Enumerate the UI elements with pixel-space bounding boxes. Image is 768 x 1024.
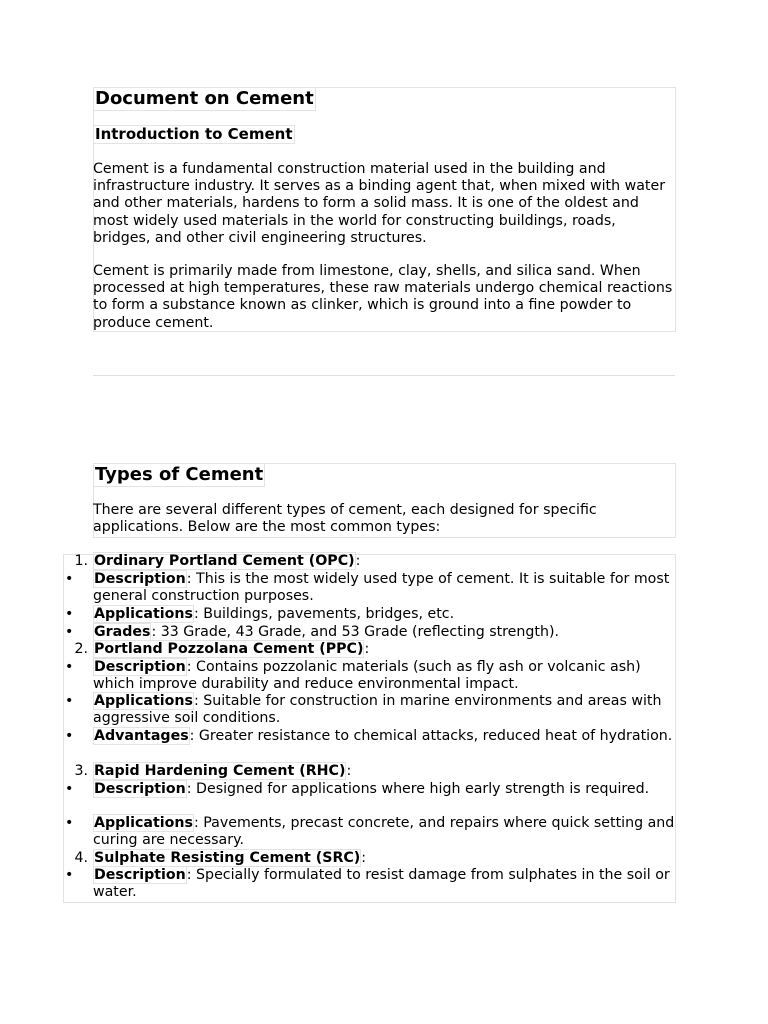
- list-number: 3.: [74, 763, 88, 779]
- type-name: Rapid Hardening Cement (RHC): [94, 763, 346, 779]
- bullet-icon: •: [65, 815, 74, 831]
- list-item: [65, 728, 675, 745]
- type-item-src: [74, 850, 675, 867]
- list-item: [65, 606, 675, 623]
- list-number: 1.: [74, 553, 88, 569]
- list-item: [65, 781, 675, 798]
- bullet-icon: •: [65, 606, 74, 622]
- detail-label: Applications: [94, 606, 193, 622]
- detail-text: : Designed for applications where high early strength is required.: [186, 781, 650, 797]
- detail-label: Description: [94, 867, 186, 883]
- detail-text: : This is the most widely used type of cement. It is suitable for most general construction purposes.: [93, 571, 670, 605]
- list-number: 4.: [74, 850, 88, 866]
- type-suffix: :: [364, 641, 370, 657]
- detail-label: Advantages: [94, 728, 189, 744]
- types-heading: Types of Cement: [95, 464, 264, 485]
- detail-label: Applications: [94, 693, 193, 709]
- list-number: 2.: [74, 641, 88, 657]
- detail-text: : 33 Grade, 43 Grade, and 53 Grade (reflecting strength).: [151, 624, 560, 640]
- type-item-opc: [74, 553, 675, 570]
- type-item-rhc: [74, 763, 675, 780]
- detail-text: : Specially formulated to resist damage from sulphates in the soil or water.: [93, 867, 670, 901]
- bullet-icon: •: [65, 728, 74, 744]
- types-intro-paragraph: There are several different types of cement, each designed for specific applications. Below are the most common types:: [93, 502, 597, 536]
- intro-paragraph-2: Cement is primarily made from limestone, clay, shells, and silica sand. When processed at high temperatures, these raw materials undergo chemical reactions to form a substance known as clinker, which is ground into a fine powder to produce cement.: [93, 263, 673, 331]
- type-item-ppc: [74, 641, 675, 658]
- list-item: [65, 571, 675, 605]
- type-name: Portland Pozzolana Cement (PPC): [94, 641, 364, 657]
- type-suffix: :: [361, 850, 367, 866]
- bullet-icon: •: [65, 867, 74, 883]
- bullet-icon: •: [65, 659, 74, 675]
- detail-label: Description: [94, 571, 186, 587]
- section-divider: [93, 375, 675, 376]
- bullet-icon: •: [65, 571, 74, 587]
- bullet-icon: •: [65, 781, 74, 797]
- detail-text: : Greater resistance to chemical attacks, reduced heat of hydration.: [189, 728, 673, 744]
- bullet-icon: •: [65, 693, 74, 709]
- list-item: [65, 659, 675, 693]
- detail-label: Description: [94, 659, 186, 675]
- type-name: Sulphate Resisting Cement (SRC): [94, 850, 361, 866]
- detail-text: : Contains pozzolanic materials (such as fly ash or volcanic ash) which improve durability and reduce environmental impact.: [93, 659, 641, 693]
- detail-text: : Pavements, precast concrete, and repairs where quick setting and curing are necessary.: [93, 815, 675, 849]
- detail-text: : Buildings, pavements, bridges, etc.: [193, 606, 455, 622]
- bullet-icon: •: [65, 624, 74, 640]
- intro-heading: Introduction to Cement: [95, 125, 293, 143]
- detail-text: : Suitable for construction in marine environments and areas with aggressive soil conditions.: [93, 693, 662, 727]
- type-name: Ordinary Portland Cement (OPC): [94, 553, 355, 569]
- list-item: [65, 624, 675, 641]
- list-item: [65, 867, 675, 901]
- detail-label: Applications: [94, 815, 193, 831]
- detail-label: Description: [94, 781, 186, 797]
- list-item: [65, 693, 675, 727]
- intro-paragraph-1: Cement is a fundamental construction material used in the building and infrastructure industry. It serves as a binding agent that, when mixed with water and other materials, hardens to form a solid mass. It is one of the oldest and most widely used materials in the world for constructing buildings, roads, bridges, and other civil engineering structures.: [93, 161, 666, 246]
- detail-label: Grades: [94, 624, 151, 640]
- document-title: Document on Cement: [95, 88, 314, 109]
- type-suffix: :: [346, 763, 352, 779]
- type-suffix: :: [355, 553, 361, 569]
- list-item: [65, 815, 675, 849]
